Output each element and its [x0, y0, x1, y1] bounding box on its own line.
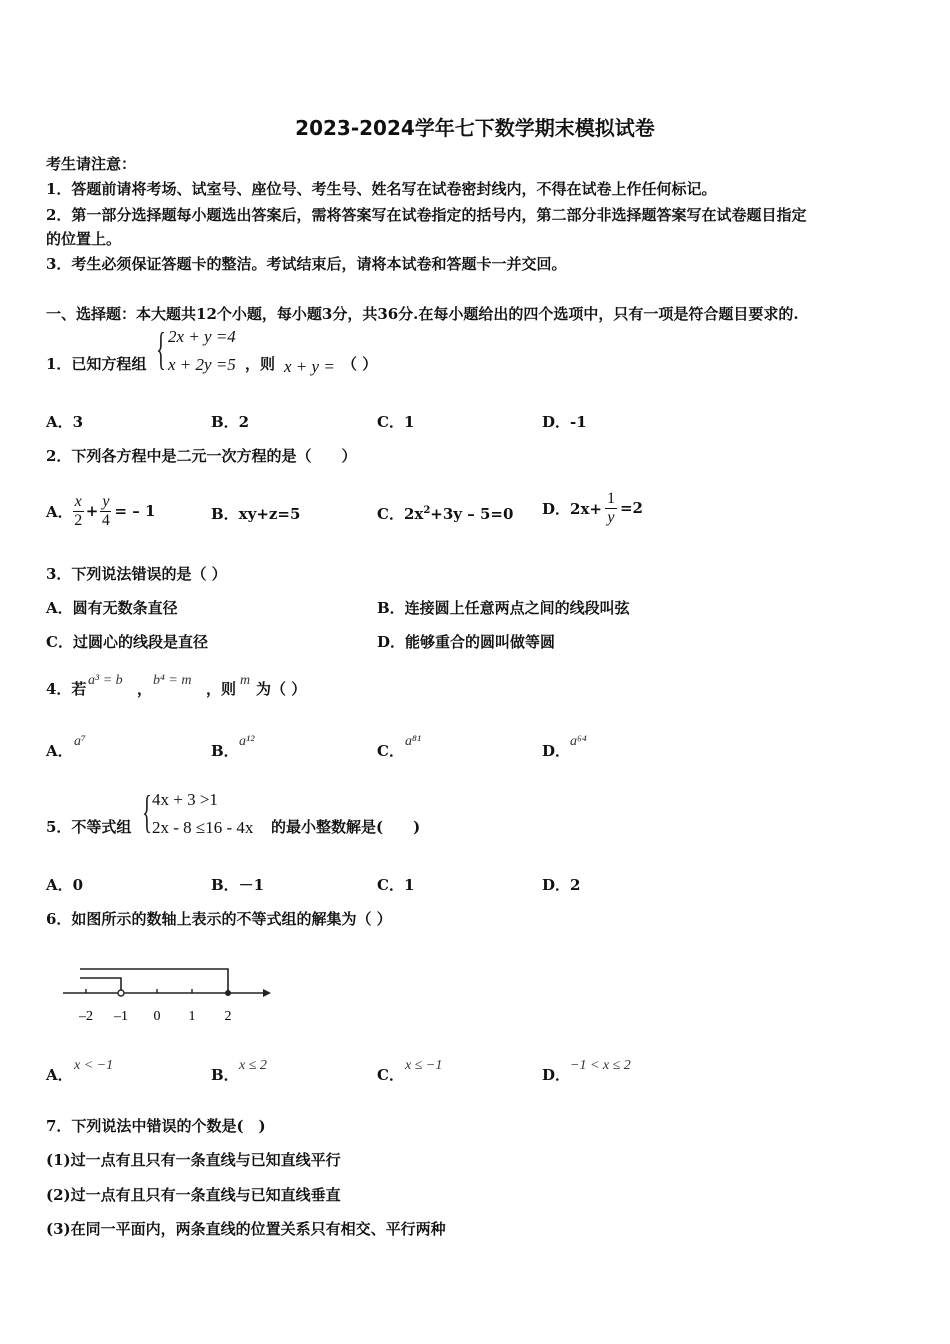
q1-option-a: A．3	[46, 413, 84, 431]
q6-value-c: x ≤ −1	[405, 1058, 443, 1073]
q2-d-num: 1	[606, 489, 615, 507]
q1-option-d: D．-1	[542, 413, 587, 431]
q1-brace: {	[156, 323, 166, 374]
q2-a-label: A．	[46, 502, 73, 521]
tick-label-0: 0	[153, 1009, 161, 1024]
q5-option-b: B．－1	[211, 876, 265, 894]
q5-prefix: 5．不等式组	[46, 818, 132, 836]
notice-item-3: 3．考生必须保证答题卡的整洁。考试结束后，请将本试卷和答题卡一并交回。	[46, 255, 567, 273]
q2-a-den2: 4	[101, 511, 110, 529]
q2-option-c	[377, 503, 513, 524]
q2-c-sup: 2	[423, 505, 431, 516]
q3-option-d: D．能够重合的圆叫做等圆	[377, 633, 556, 651]
q2-option-d	[542, 478, 643, 538]
q7-stem: 7．下列说法中错误的个数是( )	[46, 1117, 266, 1135]
q1-option-c: C．1	[377, 413, 415, 431]
tick-label-2: 2	[224, 1009, 232, 1024]
closed-point-2	[225, 990, 231, 996]
q2-d-frac	[605, 490, 617, 527]
q2-a-num1: x	[74, 492, 82, 510]
q7-item-1: (1)过一点有且只有一条直线与已知直线平行	[46, 1151, 341, 1169]
q4-prefix: 4．若	[46, 680, 87, 698]
tick-label-minus-2: –2	[79, 1009, 93, 1024]
q4-value-c: a⁸¹	[405, 734, 422, 749]
tick-label-minus-1: –1	[114, 1009, 128, 1024]
number-line-figure	[55, 960, 275, 1030]
ray-right-bracket	[80, 969, 228, 993]
q2-d-rest: =2	[619, 499, 643, 517]
q2-a-frac1	[73, 493, 84, 530]
q4-value-a: a⁷	[74, 734, 86, 749]
q5-option-d: D．2	[542, 876, 581, 894]
q5-option-c: C．1	[377, 876, 415, 894]
q4-suffix: 为（ ）	[256, 680, 307, 698]
q4-m1: a³ = b	[88, 673, 123, 688]
q2-option-a	[46, 483, 155, 539]
q6-value-b: x ≤ 2	[239, 1058, 267, 1073]
q5-eq1: 4x + 3 >1	[152, 790, 218, 809]
open-point-minus-1	[118, 990, 124, 996]
q2-option-b: B．xy+z=5	[211, 505, 301, 523]
q3-stem: 3．下列说法错误的是（ ）	[46, 565, 227, 583]
q4-value-b: a¹²	[239, 734, 255, 749]
q6-label-c: C．	[377, 1066, 404, 1084]
q2-stem: 2．下列各方程中是二元一次方程的是（ ）	[46, 447, 357, 465]
q1-eq2: x + 2y =5	[168, 355, 236, 374]
q2-a-plus: +	[85, 502, 99, 520]
q2-c-rest: +3y – 5=0	[430, 505, 514, 523]
q2-a-rest: = – 1	[114, 502, 156, 520]
q4-label-b: B．	[211, 742, 239, 760]
notice-heading: 考生请注意：	[46, 155, 137, 173]
q4-label-a: A．	[46, 742, 73, 760]
q1-mid: ，则	[245, 355, 276, 373]
q1-expr: x + y =	[284, 357, 335, 376]
tick-label-1: 1	[188, 1009, 196, 1024]
q5-eq2: 2x - 8 ≤16 - 4x	[152, 818, 254, 837]
q4-label-d: D．	[542, 742, 571, 760]
q6-stem: 6．如图所示的数轴上表示的不等式组的解集为（ ）	[46, 910, 392, 928]
q2-c-label: C．2x	[377, 505, 424, 523]
q4-label-c: C．	[377, 742, 404, 760]
q2-a-den1: 2	[74, 511, 83, 529]
q7-item-2: (2)过一点有且只有一条直线与已知直线垂直	[46, 1186, 341, 1204]
q3-option-c: C．过圆心的线段是直径	[46, 633, 208, 651]
q3-option-a: A．圆有无数条直径	[46, 599, 178, 617]
q2-d-label: D．2x+	[542, 499, 602, 518]
q4-mid: ，则	[206, 680, 237, 698]
q6-value-a: x < −1	[74, 1058, 114, 1073]
q2-a-num2: y	[102, 492, 110, 510]
q1-option-b: B．2	[211, 413, 250, 431]
q6-value-d: −1 < x ≤ 2	[570, 1058, 631, 1073]
q3-option-b: B．连接圆上任意两点之间的线段叫弦	[377, 599, 630, 617]
notice-item-1: 1．答题前请将考场、试室号、座位号、考生号、姓名写在试卷密封线内，不得在试卷上作任何标记。	[46, 180, 717, 198]
q4-m2: b⁴ = m	[153, 673, 192, 688]
q1-paren: （ ）	[342, 355, 378, 373]
notice-item-2-cont: 的位置上。	[46, 230, 122, 248]
section-heading: 一、选择题：本大题共12个小题，每小题3分，共36分.在每小题给出的四个选项中，只有一项是符合题目要求的.	[46, 305, 799, 323]
number-line-arrow	[263, 989, 271, 997]
q5-option-a: A．0	[46, 876, 84, 894]
q4-m3: m	[240, 673, 251, 688]
ray-left-bracket	[80, 978, 121, 990]
q4-value-d: a⁶⁴	[570, 734, 587, 749]
q5-brace: {	[142, 786, 152, 837]
q1-prefix: 1．已知方程组	[46, 355, 147, 373]
page-title: 2023-2024学年七下数学期末模拟试卷	[295, 116, 655, 140]
q6-label-a: A．	[46, 1066, 73, 1084]
q2-d-den: y	[607, 508, 615, 526]
q6-label-b: B．	[211, 1066, 239, 1084]
q2-a-frac2	[100, 493, 111, 530]
q5-suffix: 的最小整数解是( )	[271, 818, 421, 836]
q7-item-3: (3)在同一平面内，两条直线的位置关系只有相交、平行两种	[46, 1220, 446, 1238]
q6-label-d: D．	[542, 1066, 571, 1084]
q1-eq1: 2x + y =4	[168, 327, 236, 346]
notice-item-2: 2．第一部分选择题每小题选出答案后，需将答案写在试卷指定的括号内，第二部分非选择题答案写在试卷题目指定	[46, 206, 807, 224]
q4-comma: ，	[137, 680, 153, 698]
